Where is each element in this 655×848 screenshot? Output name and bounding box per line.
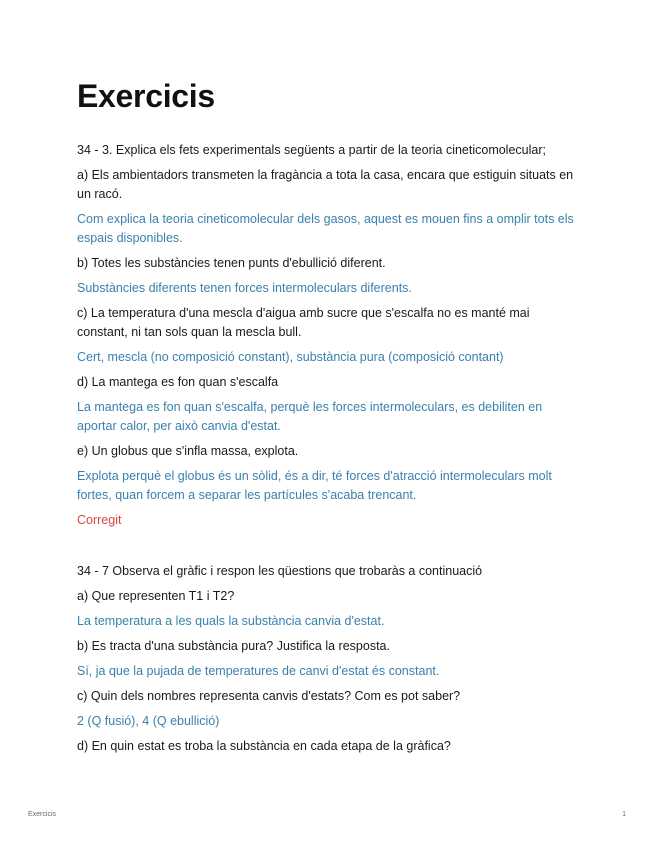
answer-text: Cert, mescla (no composició constant), substància pura (composició contant) — [77, 350, 504, 364]
answer-text: 2 (Q fusió), 4 (Q ebullició) — [77, 714, 220, 728]
question-text: a) Els ambientadors transmeten la fragància a tota la casa, encara que estiguin situats en un racó. — [77, 168, 574, 201]
answer-text: Com explica la teoria cineticomolecular dels gasos, aquest es mouen fins a omplir tots els espais disponibles. — [77, 212, 574, 245]
answer-text: La temperatura a les quals la substància canvia d'estat. — [77, 614, 385, 628]
answer-text: La mantega es fon quan s'escalfa, perquè les forces intermoleculars, es debiliten en aportar calor, per això canvia d'estat. — [77, 400, 543, 433]
correction-note: Corregit — [77, 513, 122, 527]
question-text: c) La temperatura d'una mescla d'aigua amb sucre que s'escalfa no es manté mai constant, ni tan sols quan la mescla bull. — [77, 306, 530, 339]
page-content — [77, 141, 577, 762]
question-text: e) Un globus que s'infla massa, explota. — [77, 444, 299, 458]
question-text: b) Totes les substàncies tenen punts d'ebullició diferent. — [77, 256, 386, 270]
question-text: c) Quin dels nombres representa canvis d'estats? Com es pot saber? — [77, 689, 461, 703]
answer-text: Explota perquè el globus és un sòlid, és a dir, té forces d'atracció intermoleculars molt fortes, quan forcem a separar les partícules s'acaba trencant. — [77, 469, 552, 502]
answer-text: Sí, ja que la pujada de temperatures de canvi d'estat és constant. — [77, 664, 440, 678]
answer-text: Substàncies diferents tenen forces intermoleculars diferents. — [77, 281, 412, 295]
question-text: d) En quin estat es troba la substància en cada etapa de la gràfica? — [77, 739, 451, 753]
question-text: d) La mantega es fon quan s'escalfa — [77, 375, 279, 389]
question-text: b) Es tracta d'una substància pura? Justifica la resposta. — [77, 639, 390, 653]
exercise-heading: 34 - 7 Observa el gràfic i respon les qüestions que trobaràs a continuació — [77, 564, 483, 578]
section-spacer — [77, 536, 577, 562]
footer-title: Exercicis — [28, 811, 57, 818]
page-title: Exercicis — [77, 78, 215, 114]
page-number: 1 — [622, 811, 626, 818]
exercise-heading: 34 - 3. Explica els fets experimentals següents a partir de la teoria cineticomolecular; — [77, 143, 546, 157]
question-text: a) Que representen T1 i T2? — [77, 589, 235, 603]
